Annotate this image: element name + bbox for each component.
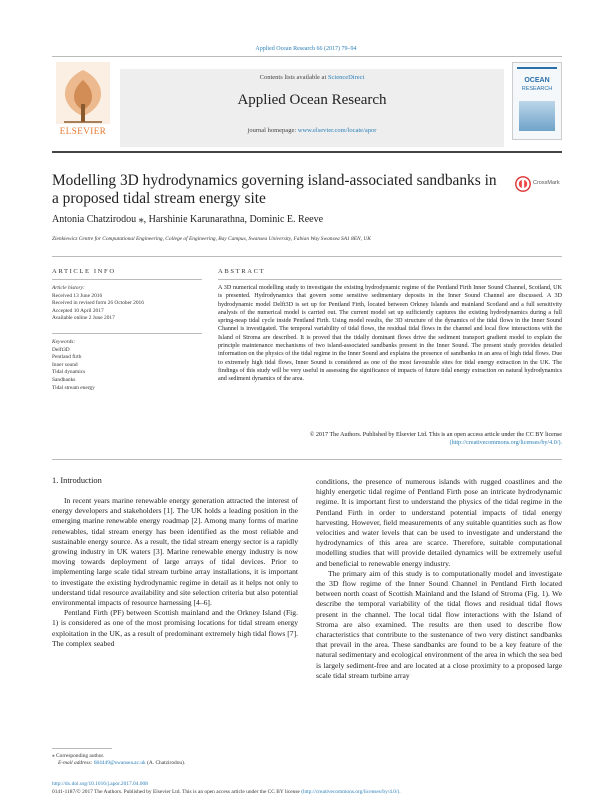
article-info-rule xyxy=(52,279,202,280)
header-top-rule xyxy=(52,56,562,57)
affiliation-rule xyxy=(52,256,562,257)
crossmark-badge[interactable] xyxy=(515,172,562,198)
article-title: Modelling 3D hydrodynamics governing island-associated sandbanks in a proposed tidal stream energy site xyxy=(52,172,497,207)
author-list: Antonia Chatzirodou ⁎, Harshinie Karunarathna, Dominic E. Reeve xyxy=(52,214,324,225)
footnote-rule xyxy=(52,748,112,749)
affiliation: Zienkiewicz Centre for Computational Engineering, College of Engineering, Bay Campus, Swansea University, Fabian Way Swansea SA1 8EN, UK xyxy=(52,236,371,242)
article-history xyxy=(52,285,212,323)
body-left-column xyxy=(52,496,298,649)
author-email-link[interactable]: 684449@swansea.ac.uk xyxy=(93,760,146,767)
page-footer: http://dx.doi.org/10.1016/j.apor.2017.04.008 0141-1187/© 2017 The Authors. Published by Elsevier Ltd. This is an open access article under the CC BY license (http://creativecommons.org/licenses/by/4.0/). xyxy=(52,781,562,796)
keyword: Inner sound xyxy=(52,361,78,368)
intro-paragraph-1: In recent years marine renewable energy generation attracted the interest of energy developers and stakeholders [1]. The UK holds a leading position in the emerging marine renewable energy roadmap [2]. Among many forms of marine renewables, tidal stream energy has been identified as the most reliable and sustainable energy source. As a result, the tidal stream energy sector is a rapidly growing industry in UK waters [3]. Marine renewable energy industry is now moving towards deployment of large arrays of tidal devices. Prior to implementing large scale tidal stream turbine array installations, it is important to investigate the existing hydrodynamic regime in detail as it helps not only to understand tidal resource availability and site selection criteria but also potential environmental impacts of resource harnessing [4–6]. xyxy=(52,496,298,608)
publisher-wordmark: ELSEVIER xyxy=(59,126,107,136)
abstract-text: A 3D numerical modelling study to investigate the existing hydrodynamic regime of the Pentland Firth Inner Sound Channel, Scotland, UK is presented. Hydrodynamics that govern some sensitive sedimentary deposits in the Inner Sound Channel are discussed. A 3D hydrodynamic model Delft3D is set up for Pentland Firth, located between Orkney Islands and mainland Scotland and a full sensitivity analysis of the numerical model is carried out. The current model set up sufficiently captures the existing hydrodynamics during a full spring-neap tidal cycle inside Pentland Firth. Using model results, the 3D structure of the dynamics of the tidal flows in the Inner Sound Channel is investigated. The temporal variability of tidal flows, the residual tidal flows in the channel and local flow interactions with the Island of Stroma are described. It is proved that the tidally dominant flows drive the sediment transport gradient model to explain the principle maintenance mechanisms of two island-associated sandbanks present in the Inner Sound. The present study provides detailed information on the physics of the tidal regime in the Inner Sound and explains the presence of sandbanks in an area of high tidal flows. Due to extremely high tidal flows, Inner Sound is considered as one of the most favourable sites for tidal energy extraction in the UK. The findings of this study will be very useful in assessing the significance of impacts of future tidal energy extraction on natural hydrodynamics and sediment dynamics of the area. xyxy=(218,285,562,383)
journal-title: Applied Ocean Research xyxy=(237,92,387,108)
article-info-heading: ARTICLE INFO xyxy=(52,268,116,275)
history-accepted: Accepted 10 April 2017 xyxy=(52,307,104,314)
cover-title-line1: OCEAN xyxy=(524,77,550,84)
history-revised: Received in revised form 26 October 2016 xyxy=(52,300,144,307)
footer-license-link[interactable]: (http://creativecommons.org/licenses/by/4.0/). xyxy=(301,788,401,795)
keywords-list xyxy=(52,339,212,392)
intro-paragraph-3: conditions, the presence of numerous islands with rugged coastlines and the highly energetic tidal regime of Pentland Firth pose an intricate hydrodynamic regime. It is important first to understand the physics of the tidal regime in the Pentland Firth in order to understand potential impacts of tidal energy harvesting. However, field measurements of any suitable quantities such as flow velocities and water levels that can be used to investigate and understand the hydrodynamics of this area are scarce. Therefore, suitable computational modelling studies that will provide detailed dynamics will be extremely useful and beneficial to renewable energy industry. xyxy=(316,477,562,568)
intro-paragraph-2: Pentland Firth (PF) between Scottish mainland and the Orkney Island (Fig. 1) is considered as one of the most promising locations for tidal stream energy exploitation in the UK, as a result of predominant extremely high tidal flows [7]. The complex seabed xyxy=(52,608,298,648)
crossmark-icon xyxy=(515,176,531,192)
journal-cover-thumbnail xyxy=(512,62,562,140)
keyword: Delft3D xyxy=(52,346,70,353)
article-history-label: Article history: xyxy=(52,285,85,291)
keyword: Pentland firth xyxy=(52,354,82,361)
keyword: Sandbanks xyxy=(52,376,76,383)
intro-paragraph-4: The primary aim of this study is to computationally model and investigate the 3D flow regime of the Inner Sound Channel in Pentland Firth located between north coast of Scottish Mainland and the Island of Stroma (Fig. 1). We describe the temporal variability of the tidal flows and residual tidal flows present in the channel. The local tidal flow interactions with the Island of Stroma are also examined. The results are then used to describe flow characteristics that contribute to the sustenance of two very distinct sandbanks that prevail in the area. These sandbanks are found to be a key feature of the natural sedimentary and ecological environment of the area in which the sea bed is largely sediment-free and are located at a close proximity to a proposed large scale tidal stream turbine array xyxy=(316,568,562,680)
license-link[interactable]: (http://creativecommons.org/licenses/by/4.0/). xyxy=(449,440,562,447)
abstract-bottom-rule xyxy=(52,459,562,460)
section-heading-introduction: 1. Introduction xyxy=(52,476,102,485)
crossmark-label: CrossMark xyxy=(533,180,560,186)
abstract-heading: ABSTRACT xyxy=(218,268,266,275)
sciencedirect-link[interactable]: ScienceDirect xyxy=(327,74,365,81)
keywords-label: Keywords: xyxy=(52,339,76,345)
cover-title-line2: RESEARCH xyxy=(521,86,553,92)
keywords-rule xyxy=(52,333,202,334)
journal-homepage-link[interactable]: www.elsevier.com/locate/apor xyxy=(297,127,377,134)
journal-reference[interactable]: Applied Ocean Research 66 (2017) 79–94 xyxy=(255,46,357,52)
abstract-rule xyxy=(218,279,562,280)
header-bottom-rule xyxy=(52,151,562,153)
contents-lists-line: Contents lists available at ScienceDirect xyxy=(259,74,365,81)
publisher-logo xyxy=(52,60,114,140)
doi-link[interactable]: http://dx.doi.org/10.1016/j.apor.2017.04.008 xyxy=(52,781,148,787)
cover-image xyxy=(519,101,555,131)
abstract-license: © 2017 The Authors. Published by Elsevier Ltd. This is an open access article under the CC BY license (http://creativecommons.org/licenses/by/4.0/). xyxy=(309,432,562,447)
history-online: Available online 2 June 2017 xyxy=(52,315,115,322)
corresponding-author-footnote: ⁎ Corresponding author. E-mail address: 684449@swansea.ac.uk (A. Chatzirodou). xyxy=(52,753,186,767)
body-right-column xyxy=(316,477,562,681)
journal-homepage-line: journal homepage: www.elsevier.com/locate/apor xyxy=(247,127,377,134)
keyword: Tidal dynamics xyxy=(52,369,86,376)
keyword: Tidal stream energy xyxy=(52,384,95,391)
history-received: Received 13 June 2016 xyxy=(52,292,103,299)
